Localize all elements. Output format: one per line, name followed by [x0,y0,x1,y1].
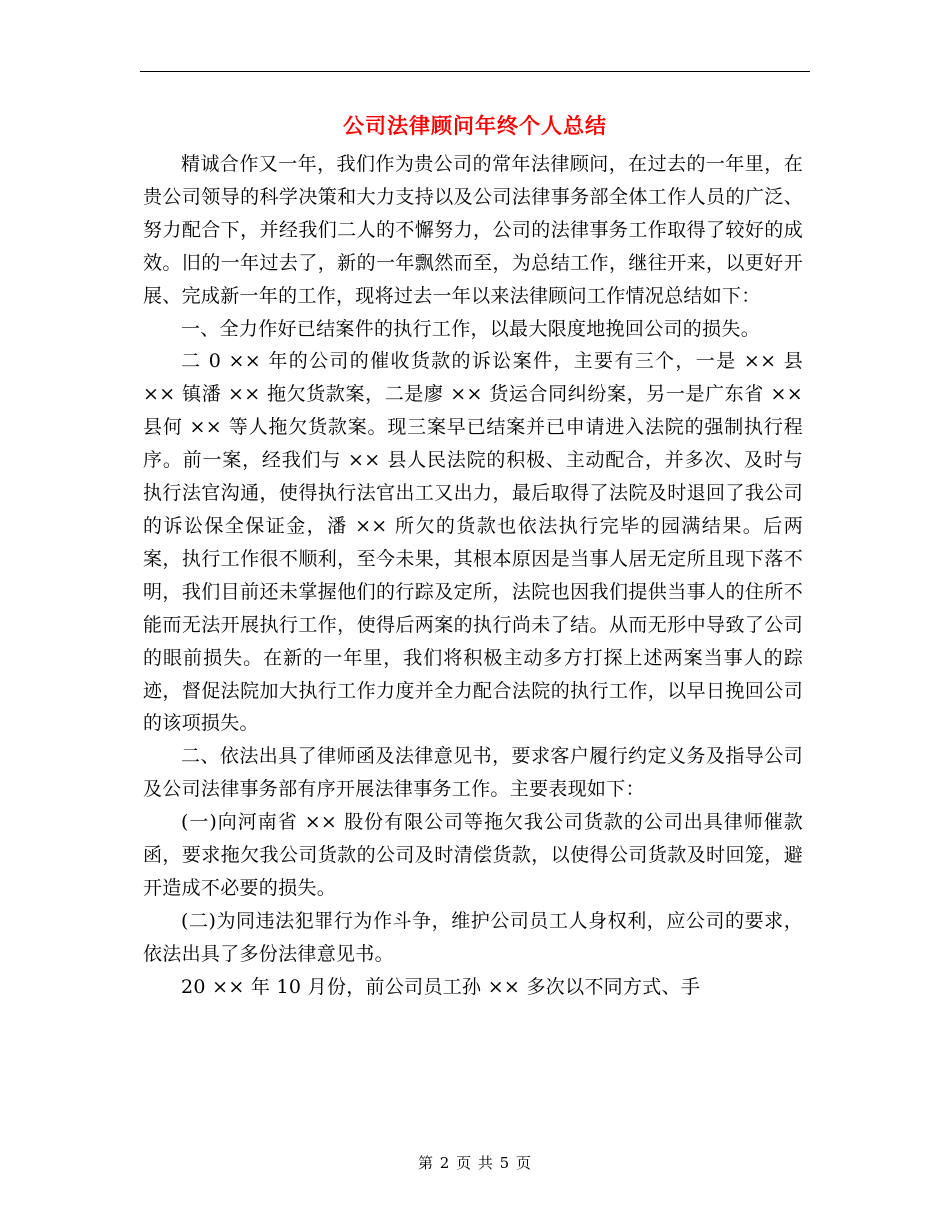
paragraph-item-2: (二)为同违法犯罪行为作斗争，维护公司员工人身权利，应公司的要求，依法出具了多份法律意见书。 [143,909,803,965]
page-number: 第 2 页 共 5 页 [418,1154,532,1172]
document-body [143,148,803,1004]
paragraph-section-2-heading: 二、依法出具了律师函及法律意见书，要求客户履行约定义务及指导公司及公司法律事务部有序开展法律事务工作。主要表现如下： [143,745,803,801]
paragraph-intro: 精诚合作又一年，我们作为贵公司的常年法律顾问，在过去的一年里，在贵公司领导的科学决策和大力支持以及公司法律事务部全体工作人员的广泛、努力配合下，并经我们二人的不懈努力，公司的法律事务工作取得了较好的成效。旧的一年过去了，新的一年飘然而至，为总结工作，继往开来，以更好开展、完成新一年的工作，现将过去一年以来法律顾问工作情况总结如下： [143,153,803,307]
paragraph-section-1-heading: 一、全力作好已结案件的执行工作，以最大限度地挽回公司的损失。 [181,317,761,340]
paragraph-section-1-body: 二 0 ×× 年的公司的催收货款的诉讼案件，主要有三个，一是 ×× 县 ×× 镇潘 ×× 拖欠货款案，二是廖 ×× 货运合同纠纷案，另一是广东省 ×× 县何 ×× 等人拖欠货款案。现三案早已结案并已申请进入法院的强制执行程序。前一案，经我们与 ×× 县人民法院的积极、主动配合，并多次、及时与执行法官沟通，使得执行法官出工又出力，最后取得了法院及时退回了我公司的诉讼保全保证金，潘 ×× 所欠的货款也依法执行完毕的园满结果。后两案，执行工作很不顺利，至今未果，其根本原因是当事人居无定所且现下落不明，我们目前还未掌握他们的行踪及定所，法院也因我们提供当事人的住所不能而无法开展执行工作，使得后两案的执行尚未了结。从而无形中导致了公司的眼前损失。在新的一年里，我们将积极主动多方打探上述两案当事人的踪迹，督促法院加大执行工作力度并全力配合法院的执行工作，以早日挽回公司的该项损失。 [143,350,803,735]
document-title: 公司法律顾问年终个人总结 [343,113,607,138]
header-rule [140,71,810,72]
paragraph-item-1: (一)向河南省 ×× 股份有限公司等拖欠我公司货款的公司出具律师催款函，要求拖欠我公司货款的公司及时清偿货款，以使得公司货款及时回笼，避开造成不必要的损失。 [143,811,803,899]
paragraph-continued: 20 ×× 年 10 月份，前公司员工孙 ×× 多次以不同方式、手 [181,975,701,998]
